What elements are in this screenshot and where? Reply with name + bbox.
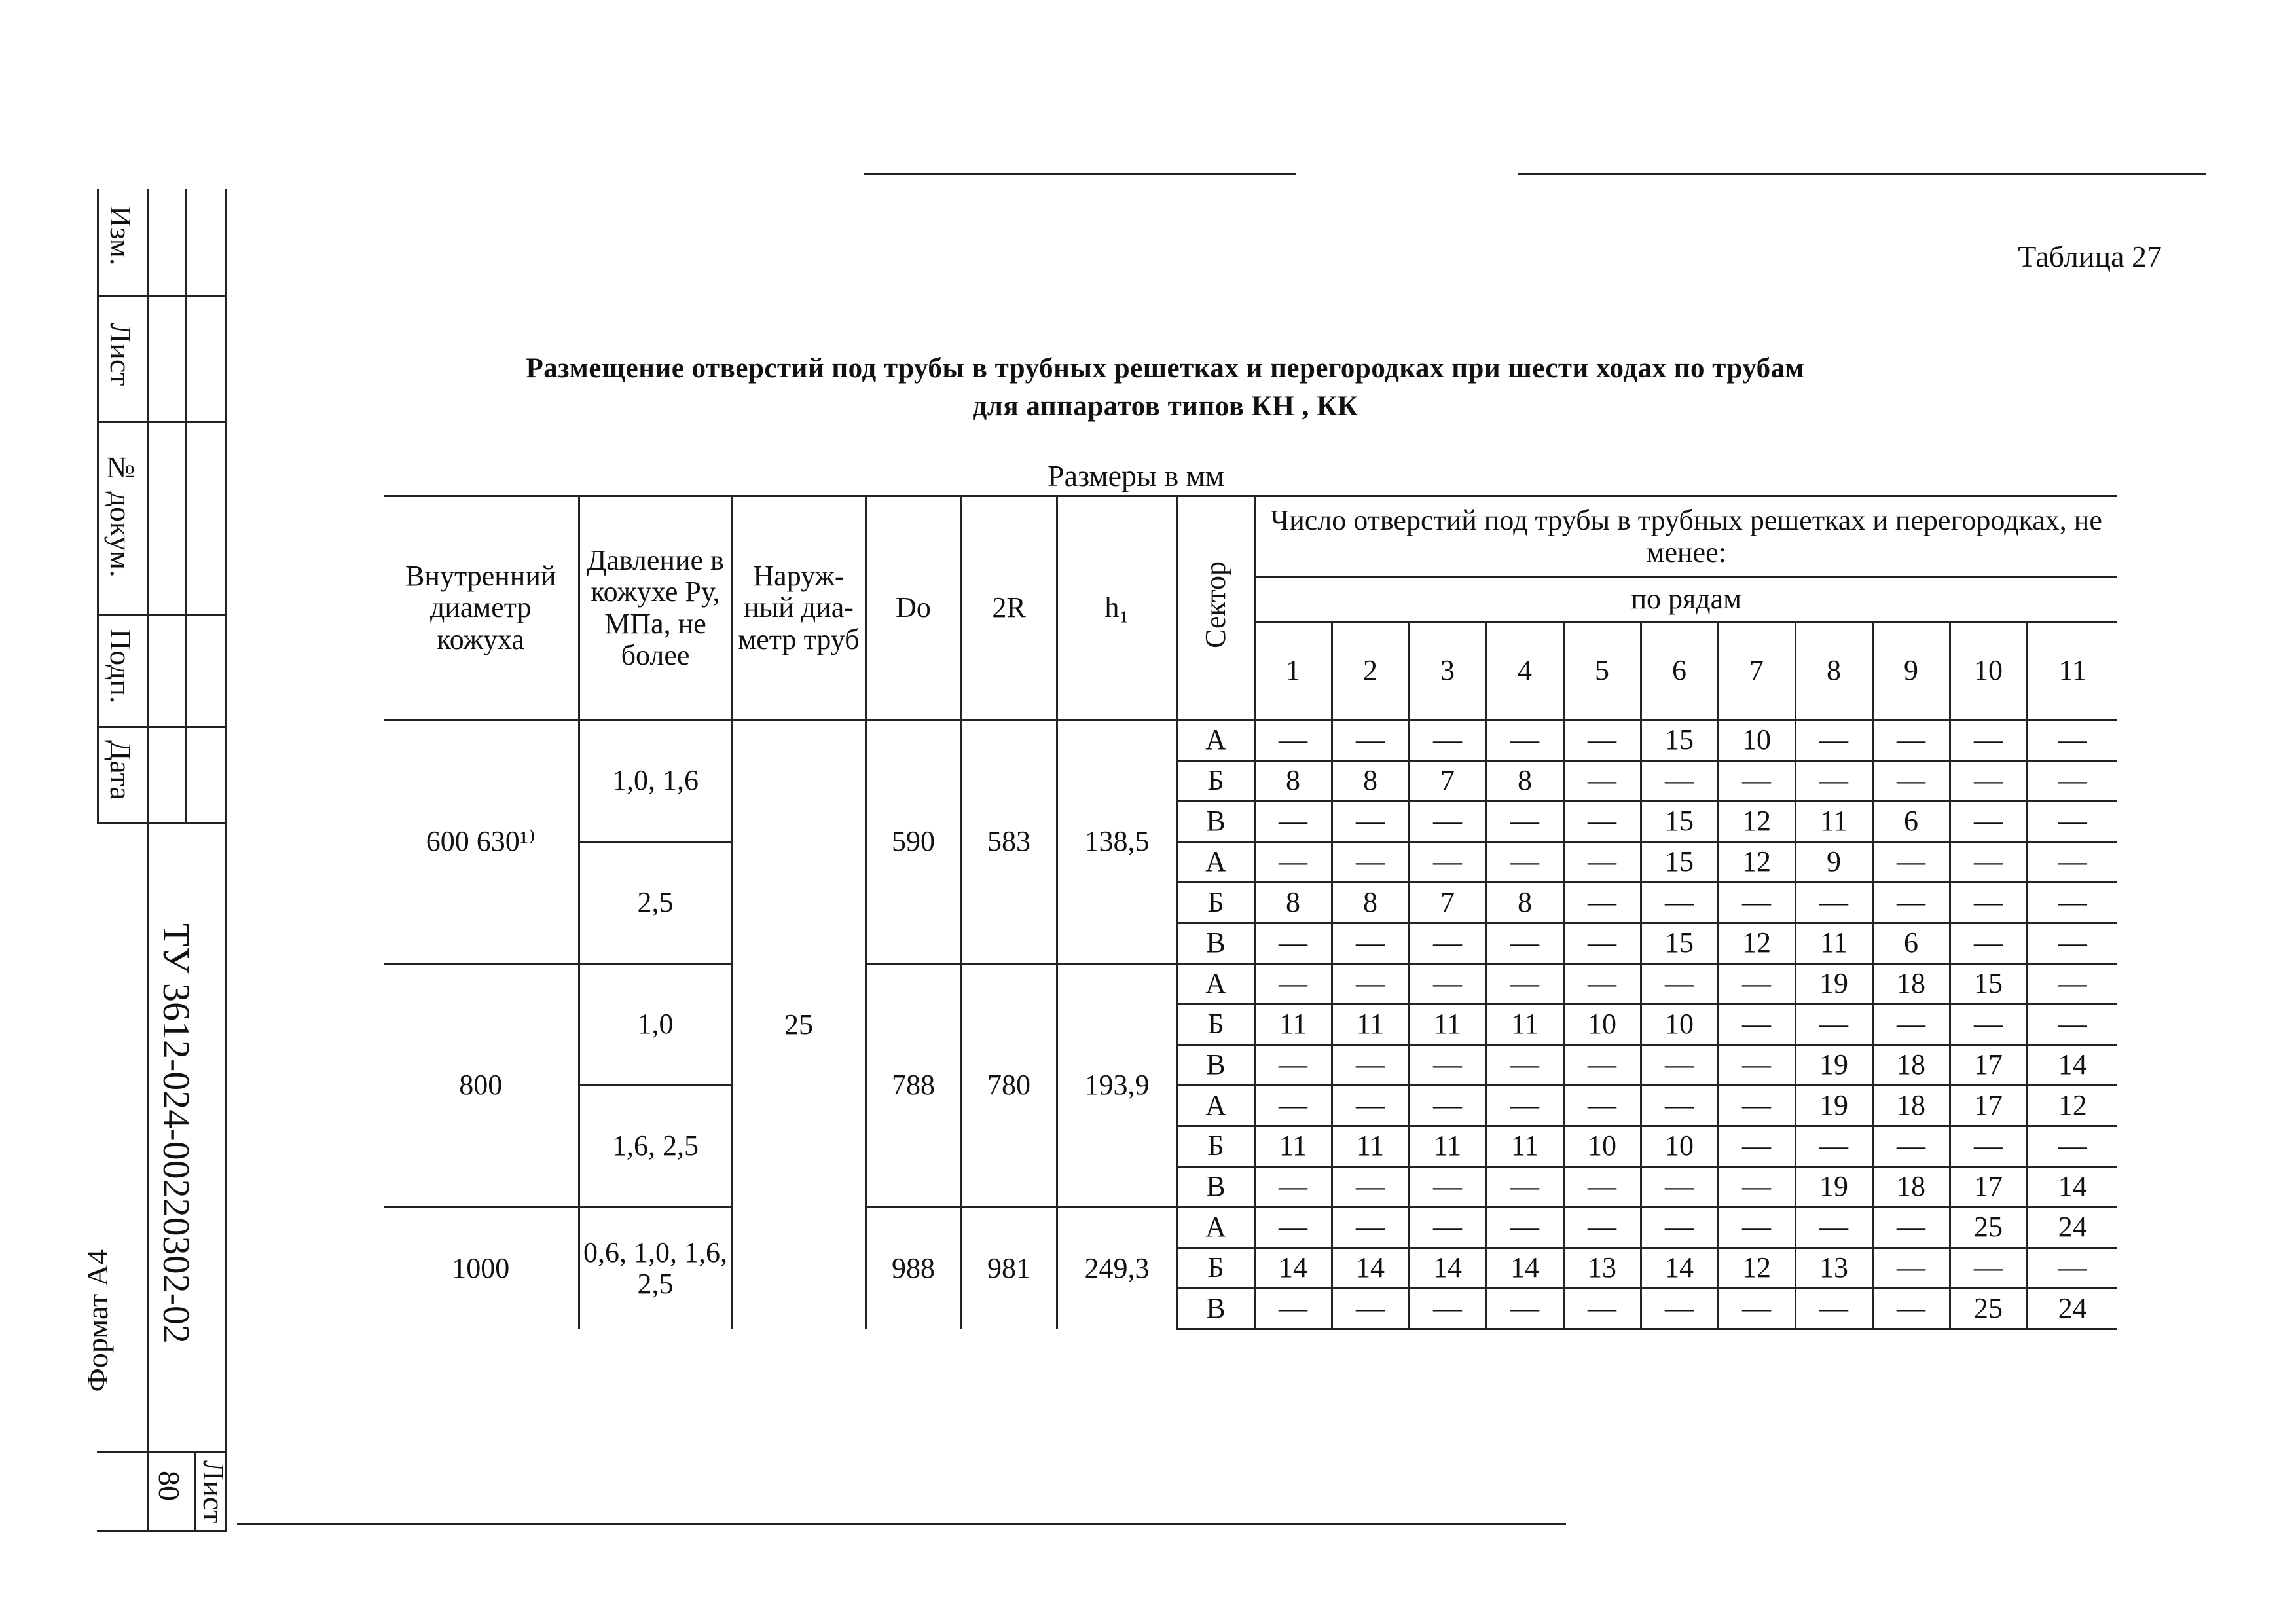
holes-count-cell: — [1718, 1289, 1795, 1329]
header-row-number: 11 [2027, 622, 2117, 720]
holes-count-cell: — [1718, 761, 1795, 802]
holes-count-cell: 8 [1486, 883, 1563, 923]
holes-count-cell: 19 [1795, 1086, 1872, 1126]
holes-count-cell: 14 [1254, 1248, 1332, 1289]
h1-cell: 193,9 [1057, 964, 1177, 1208]
holes-count-cell: 14 [1409, 1248, 1486, 1289]
header-2r: 2R [961, 496, 1057, 720]
header-row-number: 10 [1950, 622, 2027, 720]
pressure-cell: 2,5 [579, 842, 732, 964]
holes-count-cell: — [1950, 1126, 2027, 1167]
pressure-cell: 1,6, 2,5 [579, 1086, 732, 1208]
paper-format: Формат А4 [81, 1249, 114, 1392]
holes-count-cell: — [2027, 802, 2117, 842]
holes-count-cell: 10 [1718, 720, 1795, 761]
sector-cell: А [1177, 842, 1254, 883]
holes-count-cell: — [1563, 1086, 1641, 1126]
holes-count-cell: 14 [2027, 1045, 2117, 1086]
table-row [384, 1208, 2117, 1248]
holes-count-cell: — [1332, 1045, 1409, 1086]
holes-count-cell: 7 [1409, 883, 1486, 923]
table-row [384, 842, 2117, 883]
holes-count-cell: — [1563, 1208, 1641, 1248]
holes-count-cell: 19 [1795, 1045, 1872, 1086]
sector-cell: Б [1177, 1248, 1254, 1289]
holes-count-cell: — [1332, 720, 1409, 761]
holes-count-cell: — [1254, 1208, 1332, 1248]
sector-cell: Б [1177, 883, 1254, 923]
holes-count-cell: 6 [1872, 923, 1950, 964]
holes-count-cell: — [1563, 761, 1641, 802]
holes-count-cell: — [1563, 1289, 1641, 1329]
do-cell: 988 [866, 1208, 961, 1329]
holes-count-cell: — [1409, 802, 1486, 842]
two-r-cell: 780 [961, 964, 1057, 1208]
holes-count-cell: — [1950, 720, 2027, 761]
sheet-label: Лист [197, 1460, 230, 1524]
holes-count-cell: 18 [1872, 1086, 1950, 1126]
holes-count-cell: 15 [1641, 842, 1718, 883]
holes-count-cell: 17 [1950, 1086, 2027, 1126]
holes-count-cell: — [2027, 1126, 2117, 1167]
holes-count-cell: 15 [1641, 802, 1718, 842]
sector-cell: А [1177, 1086, 1254, 1126]
stamp-label-date: Дата [104, 740, 137, 800]
table-row [384, 720, 2117, 761]
sector-cell: В [1177, 1289, 1254, 1329]
holes-count-cell: 14 [2027, 1167, 2117, 1208]
header-row-number: 8 [1795, 622, 1872, 720]
header-pressure: Давление в кожухе Ру, МПа, не более [579, 496, 732, 720]
holes-count-cell: — [1872, 1208, 1950, 1248]
holes-count-cell: — [1563, 802, 1641, 842]
holes-count-cell: 10 [1641, 1005, 1718, 1045]
holes-count-cell: — [2027, 1005, 2117, 1045]
holes-count-cell: 13 [1563, 1248, 1641, 1289]
pressure-cell: 1,0, 1,6 [579, 720, 732, 842]
holes-count-cell: — [1486, 842, 1563, 883]
holes-count-cell: — [1254, 1086, 1332, 1126]
holes-count-cell: — [1718, 1126, 1795, 1167]
holes-count-cell: — [1563, 842, 1641, 883]
holes-count-cell: — [2027, 964, 2117, 1005]
header-sector: Сектор [1177, 496, 1254, 720]
holes-count-cell: — [1718, 1208, 1795, 1248]
holes-count-cell: — [1641, 964, 1718, 1005]
header-outer-diameter: Наруж-ный диа-метр труб [732, 496, 866, 720]
holes-count-cell: — [1254, 1045, 1332, 1086]
holes-count-cell: — [1486, 1289, 1563, 1329]
holes-count-cell: 12 [1718, 923, 1795, 964]
holes-count-cell: — [1332, 964, 1409, 1005]
holes-count-cell: 15 [1641, 923, 1718, 964]
holes-count-cell: — [1409, 720, 1486, 761]
header-inner-diameter: Внутренний диаметр кожуха [384, 496, 579, 720]
holes-count-cell: 11 [1254, 1005, 1332, 1045]
holes-count-cell: — [1641, 883, 1718, 923]
header-row-number: 6 [1641, 622, 1718, 720]
sector-cell: Б [1177, 1126, 1254, 1167]
holes-count-cell: — [2027, 720, 2117, 761]
holes-count-cell: — [1254, 964, 1332, 1005]
holes-count-cell: — [1795, 720, 1872, 761]
top-rule-right [1518, 173, 2206, 175]
holes-count-cell: 11 [1486, 1126, 1563, 1167]
holes-count-cell: — [1872, 720, 1950, 761]
holes-table [384, 495, 2117, 1330]
holes-count-cell: 11 [1409, 1005, 1486, 1045]
holes-count-cell: — [1718, 1045, 1795, 1086]
holes-count-cell: — [1950, 923, 2027, 964]
sector-cell: В [1177, 802, 1254, 842]
sector-cell: В [1177, 1167, 1254, 1208]
holes-count-cell: — [1872, 1126, 1950, 1167]
holes-count-cell: 11 [1254, 1126, 1332, 1167]
holes-count-cell: — [1718, 1086, 1795, 1126]
holes-count-cell: — [1254, 720, 1332, 761]
holes-count-cell: — [1641, 761, 1718, 802]
holes-count-cell: 9 [1795, 842, 1872, 883]
holes-count-cell: 10 [1641, 1126, 1718, 1167]
holes-count-cell: — [1563, 1167, 1641, 1208]
header-h1: h₁ [1057, 496, 1177, 720]
holes-count-cell: 14 [1486, 1248, 1563, 1289]
holes-count-cell: 10 [1563, 1005, 1641, 1045]
holes-count-cell: 12 [1718, 1248, 1795, 1289]
stamp-label-list: Лист [104, 323, 137, 386]
two-r-cell: 583 [961, 720, 1057, 964]
holes-count-cell: 18 [1872, 1045, 1950, 1086]
holes-count-cell: 11 [1486, 1005, 1563, 1045]
holes-count-cell: — [1950, 761, 2027, 802]
holes-count-cell: — [1409, 1167, 1486, 1208]
holes-count-cell: 6 [1872, 802, 1950, 842]
holes-count-cell: 17 [1950, 1167, 2027, 1208]
holes-count-cell: — [1641, 1045, 1718, 1086]
holes-count-cell: — [1872, 1248, 1950, 1289]
holes-count-cell: — [1872, 883, 1950, 923]
holes-count-cell: 11 [1332, 1126, 1409, 1167]
holes-count-cell: 24 [2027, 1289, 2117, 1329]
holes-count-cell: 8 [1254, 883, 1332, 923]
header-row-number: 7 [1718, 622, 1795, 720]
holes-count-cell: — [1872, 1005, 1950, 1045]
inner-diameter-cell: 800 [384, 964, 579, 1208]
holes-count-cell: — [1563, 1045, 1641, 1086]
holes-count-cell: — [1409, 842, 1486, 883]
holes-count-cell: — [1409, 1086, 1486, 1126]
holes-count-cell: — [1872, 842, 1950, 883]
holes-count-cell: 11 [1332, 1005, 1409, 1045]
stamp-label-signature: Подп. [104, 629, 137, 704]
holes-count-cell: — [1641, 1289, 1718, 1329]
holes-count-cell: — [1486, 1086, 1563, 1126]
holes-count-cell: 7 [1409, 761, 1486, 802]
holes-count-cell: 8 [1332, 883, 1409, 923]
holes-count-cell: — [1332, 1289, 1409, 1329]
holes-count-cell: — [1332, 1086, 1409, 1126]
holes-count-cell: — [1950, 883, 2027, 923]
do-cell: 590 [866, 720, 961, 964]
sector-cell: В [1177, 1045, 1254, 1086]
holes-count-cell: — [1872, 1289, 1950, 1329]
outer-diameter-cell: 25 [732, 720, 866, 1329]
two-r-cell: 981 [961, 1208, 1057, 1329]
holes-count-cell: 14 [1641, 1248, 1718, 1289]
holes-count-cell: — [1409, 1208, 1486, 1248]
header-row-number: 1 [1254, 622, 1332, 720]
holes-count-cell: — [1950, 1005, 2027, 1045]
holes-count-cell: 25 [1950, 1289, 2027, 1329]
holes-count-cell: — [1718, 883, 1795, 923]
holes-count-cell: — [1254, 842, 1332, 883]
holes-count-cell: 12 [1718, 842, 1795, 883]
holes-count-cell: — [1486, 1167, 1563, 1208]
header-holes-count: Число отверстий под трубы в трубных решетках и перегородках, не менее: [1254, 496, 2117, 578]
holes-count-cell: — [1795, 1289, 1872, 1329]
table-number: Таблица 27 [2018, 240, 2162, 273]
holes-count-cell: — [1795, 1005, 1872, 1045]
holes-count-cell: 12 [2027, 1086, 2117, 1126]
bottom-rule [237, 1523, 1566, 1525]
holes-count-cell: — [1254, 923, 1332, 964]
holes-count-cell: — [1332, 1208, 1409, 1248]
sector-cell: А [1177, 964, 1254, 1005]
top-rule-left [864, 173, 1296, 175]
holes-count-cell: 18 [1872, 1167, 1950, 1208]
holes-count-cell: — [2027, 883, 2117, 923]
sector-cell: А [1177, 720, 1254, 761]
table-title-line2: для аппаратов типов КН , КК [972, 391, 1358, 422]
holes-count-cell: — [1563, 964, 1641, 1005]
sector-cell: Б [1177, 761, 1254, 802]
holes-count-cell: 19 [1795, 964, 1872, 1005]
holes-count-cell: — [1254, 1289, 1332, 1329]
holes-count-cell: — [1486, 923, 1563, 964]
holes-count-cell: — [1641, 1167, 1718, 1208]
stamp-label-izm: Изм. [104, 206, 137, 266]
table-title-line1: Размещение отверстий под трубы в трубных решетках и перегородках при шести ходах по трубам [526, 353, 1805, 384]
holes-count-cell: 14 [1332, 1248, 1409, 1289]
header-by-rows: по рядам [1254, 578, 2117, 622]
holes-count-cell: — [1486, 1045, 1563, 1086]
holes-count-cell: — [1332, 1167, 1409, 1208]
header-do: Do [866, 496, 961, 720]
do-cell: 788 [866, 964, 961, 1208]
inner-diameter-cell: 600 630¹⁾ [384, 720, 579, 964]
table-row [384, 1086, 2117, 1126]
holes-count-cell: 15 [1641, 720, 1718, 761]
sheet-number: 80 [153, 1471, 186, 1501]
holes-count-cell: — [1563, 720, 1641, 761]
holes-count-cell: — [2027, 842, 2117, 883]
holes-count-cell: 8 [1254, 761, 1332, 802]
header-row-number: 5 [1563, 622, 1641, 720]
inner-diameter-cell: 1000 [384, 1208, 579, 1329]
holes-count-cell: — [2027, 1248, 2117, 1289]
holes-count-cell: 8 [1332, 761, 1409, 802]
sector-cell: В [1177, 923, 1254, 964]
holes-count-cell: — [1563, 923, 1641, 964]
holes-count-cell: — [1795, 1208, 1872, 1248]
header-row-number: 4 [1486, 622, 1563, 720]
holes-count-cell: — [1641, 1086, 1718, 1126]
holes-count-cell: — [1486, 720, 1563, 761]
holes-count-cell: 8 [1486, 761, 1563, 802]
sector-cell: А [1177, 1208, 1254, 1248]
holes-count-cell: — [1795, 883, 1872, 923]
pressure-cell: 0,6, 1,0, 1,6, 2,5 [579, 1208, 732, 1329]
holes-count-cell: — [1409, 1289, 1486, 1329]
holes-count-cell: — [1254, 1167, 1332, 1208]
holes-count-cell: — [1332, 802, 1409, 842]
holes-count-cell: 11 [1795, 923, 1872, 964]
holes-count-cell: — [1718, 1005, 1795, 1045]
holes-count-cell: 18 [1872, 964, 1950, 1005]
holes-count-cell: — [1332, 923, 1409, 964]
sector-cell: Б [1177, 1005, 1254, 1045]
h1-cell: 138,5 [1057, 720, 1177, 964]
holes-count-cell: — [1409, 964, 1486, 1005]
holes-count-cell: 13 [1795, 1248, 1872, 1289]
holes-count-cell: 10 [1563, 1126, 1641, 1167]
holes-count-cell: — [1486, 802, 1563, 842]
table-row [384, 964, 2117, 1005]
holes-count-cell: 12 [1718, 802, 1795, 842]
holes-count-cell: — [1486, 1208, 1563, 1248]
holes-count-cell: — [1563, 883, 1641, 923]
holes-count-cell: — [1872, 761, 1950, 802]
holes-count-cell: — [1795, 761, 1872, 802]
title-block-stamp [81, 189, 237, 1531]
header-row-number: 3 [1409, 622, 1486, 720]
holes-count-cell: — [1641, 1208, 1718, 1248]
holes-count-cell: — [2027, 923, 2117, 964]
holes-count-cell: — [1718, 1167, 1795, 1208]
holes-count-cell: — [1332, 842, 1409, 883]
holes-count-cell: — [1486, 964, 1563, 1005]
units-note: Размеры в мм [1048, 459, 1224, 492]
holes-count-cell: — [1795, 1126, 1872, 1167]
holes-count-cell: 24 [2027, 1208, 2117, 1248]
holes-count-cell: — [2027, 761, 2117, 802]
holes-count-cell: — [1950, 842, 2027, 883]
document-code: ТУ 3612-024-00220302-02 [155, 923, 198, 1344]
pressure-cell: 1,0 [579, 964, 732, 1086]
holes-count-cell: 11 [1409, 1126, 1486, 1167]
holes-count-cell: — [1409, 1045, 1486, 1086]
holes-count-cell: 25 [1950, 1208, 2027, 1248]
holes-count-cell: — [1254, 802, 1332, 842]
header-row-number: 2 [1332, 622, 1409, 720]
holes-count-cell: — [1950, 1248, 2027, 1289]
holes-count-cell: 19 [1795, 1167, 1872, 1208]
holes-count-cell: 17 [1950, 1045, 2027, 1086]
h1-cell: 249,3 [1057, 1208, 1177, 1329]
holes-count-cell: 11 [1795, 802, 1872, 842]
header-row-number: 9 [1872, 622, 1950, 720]
holes-count-cell: — [1718, 964, 1795, 1005]
holes-count-cell: 15 [1950, 964, 2027, 1005]
stamp-label-doc-number: № докум. [104, 451, 137, 578]
holes-count-cell: — [1409, 923, 1486, 964]
holes-count-cell: — [1950, 802, 2027, 842]
